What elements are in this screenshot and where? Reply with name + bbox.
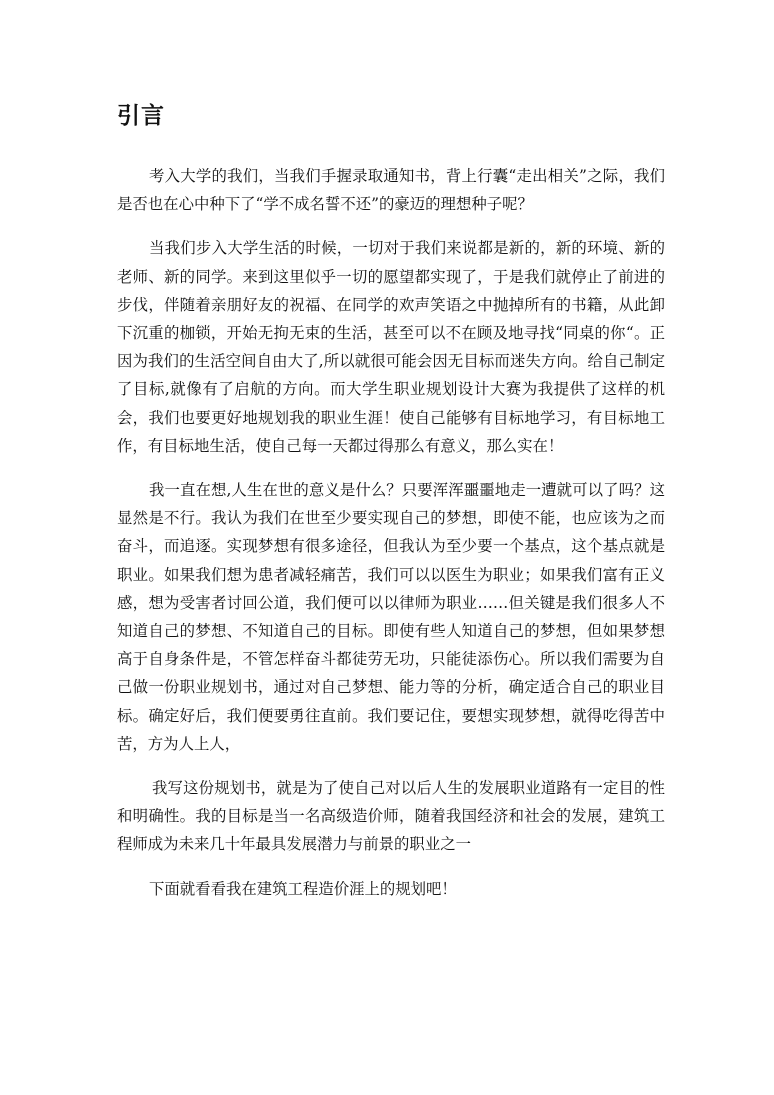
- section-heading: 引言: [117, 103, 165, 129]
- paragraph-intro-question: 考入大学的我们，当我们手握录取通知书，背上行囊“走出相关”之际，我们是否也在心中种下了“学不成名誓不还”的豪迈的理想种子呢？: [117, 167, 665, 214]
- body-text: [117, 162, 665, 919]
- paragraph-college-life: 当我们步入大学生活的时候，一切对于我们来说都是新的，新的环境、新的老师、新的同学。来到这里似乎一切的愿望都实现了，于是我们就停止了前进的步伐，伴随着亲朋好友的祝福、在同学的欢声笑语之中抛掉所有的书籍，从此卸下沉重的枷锁，开始无拘无束的生活，甚至可以不在顾及地寻找“同桌的你“。正因为我们的生活空间自由大了,所以就很可能会因无目标而迷失方向。给自己制定了目标,就像有了启航的方向。而大学生职业规划设计大赛为我提供了这样的机会，我们也要更好地规划我的职业生涯！使自己能够有目标地学习，有目标地工作，有目标地生活，使自己每一天都过得那么有意义，那么实在！: [117, 239, 665, 455]
- paragraph-career-goal: 我写这份规划书，就是为了使自己对以后人生的发展职业道路有一定目的性和明确性。我的目标是当一名高级造价师，随着我国经济和社会的发展，建筑工程师成为未来几十年最具发展潜力与前景的职业之一: [117, 779, 665, 854]
- paragraph-meaning-of-life: 我一直在想,人生在世的意义是什么？只要浑浑噩噩地走一遭就可以了吗？这显然是不行。我认为我们在世至少要实现自己的梦想，即使不能，也应该为之而奋斗，而追逐。实现梦想有很多途径，但我认为至少要一个基点，这个基点就是职业。如果我们想为患者减轻痛苦，我们可以以医生为职业；如果我们富有正义感，想为受害者讨回公道，我们便可以以律师为职业……但关键是我们很多人不知道自己的梦想、不知道自己的目标。即使有些人知道自己的梦想，但如果梦想高于自身条件是，不管怎样奋斗都徒劳无功，只能徒添伤心。所以我们需要为自己做一份职业规划书，通过对自己梦想、能力等的分析，确定适合自己的职业目标。确定好后，我们便要勇往直前。我们要记住，要想实现梦想，就得吃得苦中苦，方为人上人，: [117, 481, 665, 753]
- paragraph-closing: 下面就看看我在建筑工程造价涯上的规划吧！: [149, 879, 457, 898]
